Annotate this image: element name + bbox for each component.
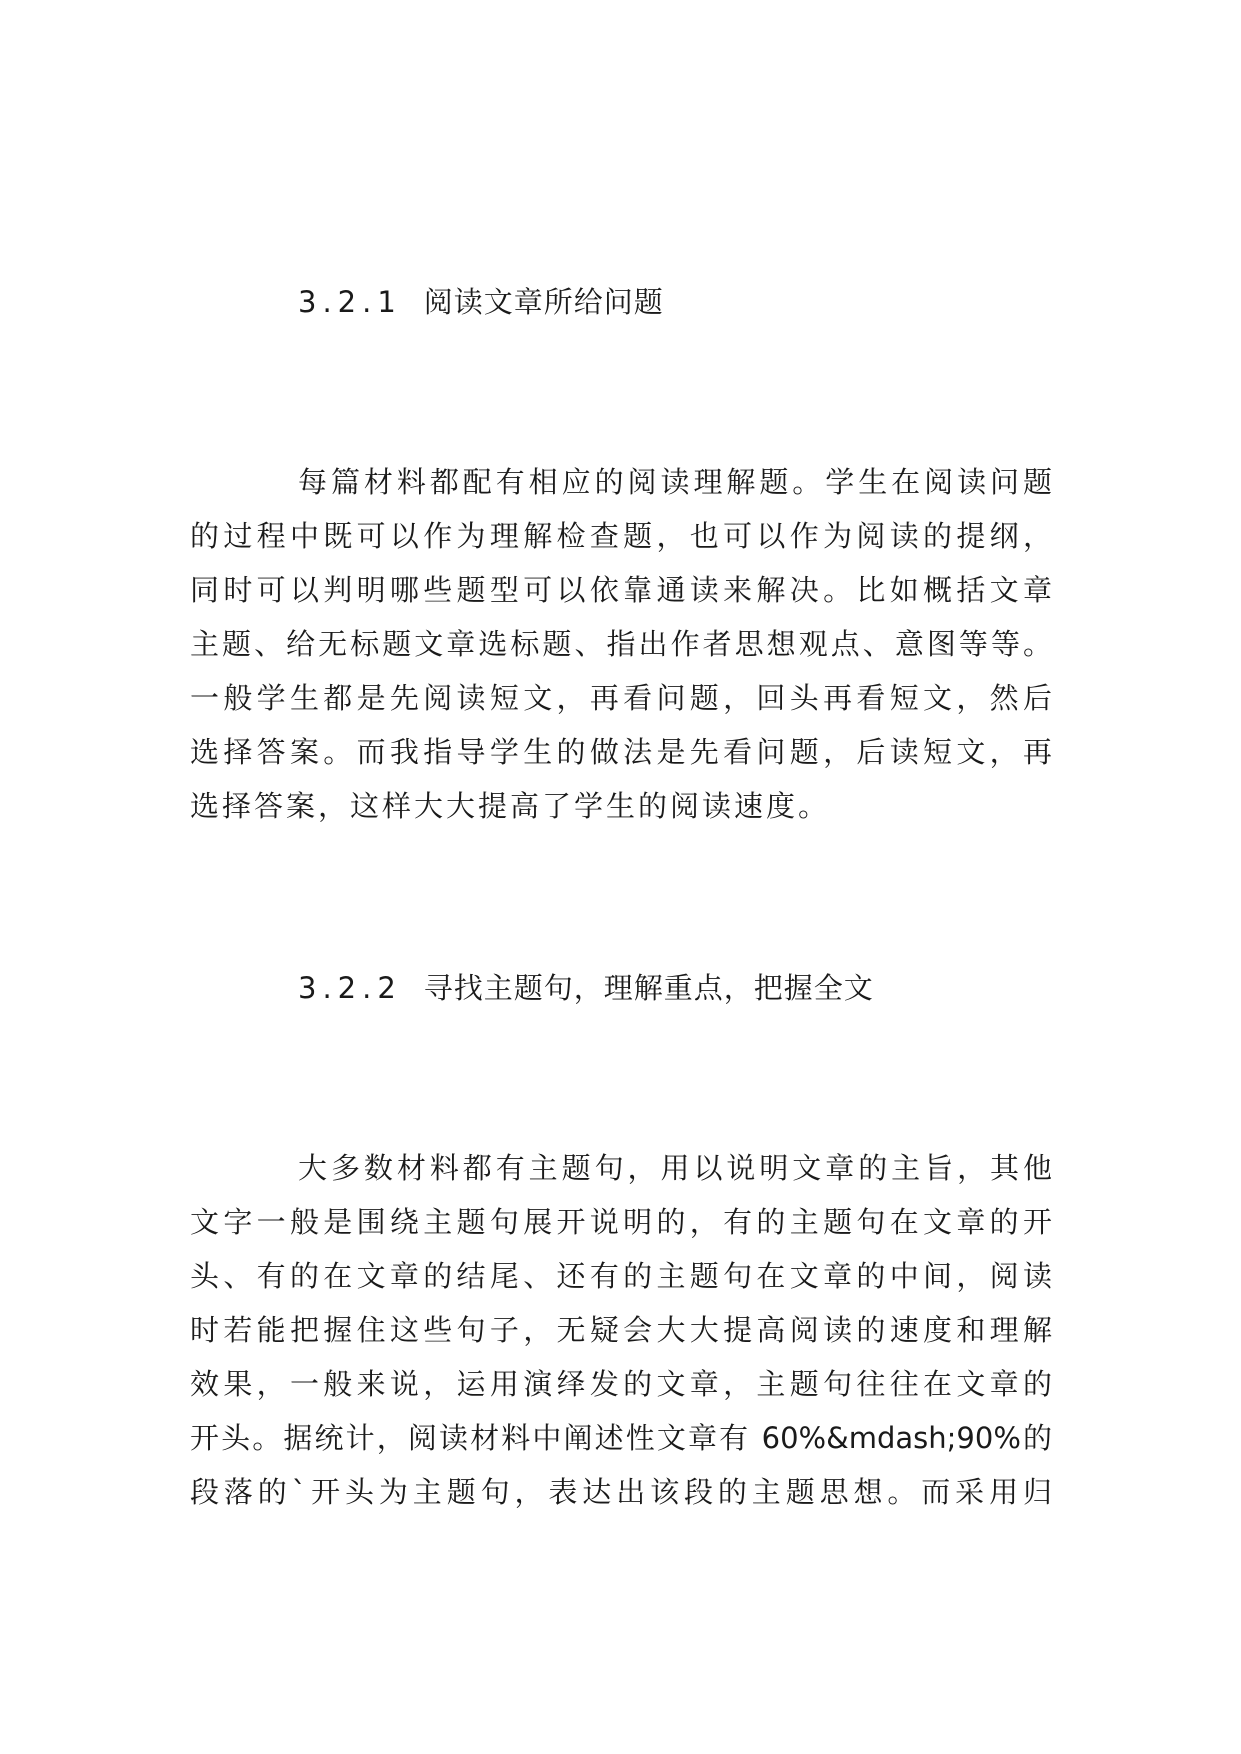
- paragraph-line: 效果，一般来说，运用演绎发的文章，主题句往往在文章的: [190, 1367, 1052, 1401]
- paragraph-line: 大多数材料都有主题句，用以说明文章的主旨，其他: [298, 1151, 1052, 1185]
- section-number: 3.2.1: [298, 285, 402, 319]
- paragraph-line: 文字一般是围绕主题句展开说明的，有的主题句在文章的开: [190, 1205, 1052, 1239]
- paragraph-line: 开头。据统计，阅读材料中阐述性文章有 60%&mdash;90%的: [190, 1421, 1052, 1455]
- paragraph-line: 段落的`开头为主题句，表达出该段的主题思想。而采用归: [190, 1475, 1052, 1509]
- paragraph-line: 同时可以判明哪些题型可以依靠通读来解决。比如概括文章: [190, 573, 1052, 607]
- paragraph-line: 一般学生都是先阅读短文，再看问题，回头再看短文，然后: [190, 681, 1052, 715]
- section-heading-3-2-1: [298, 282, 664, 322]
- section-title: 寻找主题句，理解重点，把握全文: [423, 971, 874, 1005]
- paragraph-line: 选择答案。而我指导学生的做法是先看问题，后读短文，再: [190, 735, 1052, 769]
- paragraph-line: 的过程中既可以作为理解检查题，也可以作为阅读的提纲，: [190, 519, 1052, 553]
- paragraph-line: 主题、给无标题文章选标题、指出作者思想观点、意图等等。: [190, 627, 1052, 661]
- paragraph-line: 每篇材料都配有相应的阅读理解题。学生在阅读问题: [298, 465, 1052, 499]
- paragraph-line: 选择答案，这样大大提高了学生的阅读速度。: [190, 789, 831, 823]
- paragraph-line: 头、有的在文章的结尾、还有的主题句在文章的中间，阅读: [190, 1259, 1052, 1293]
- section-title: 阅读文章所给问题: [423, 285, 664, 319]
- section-number: 3.2.2: [298, 971, 402, 1005]
- paragraph-line: 时若能把握住这些句子，无疑会大大提高阅读的速度和理解: [190, 1313, 1052, 1347]
- section-heading-3-2-2: [298, 968, 874, 1008]
